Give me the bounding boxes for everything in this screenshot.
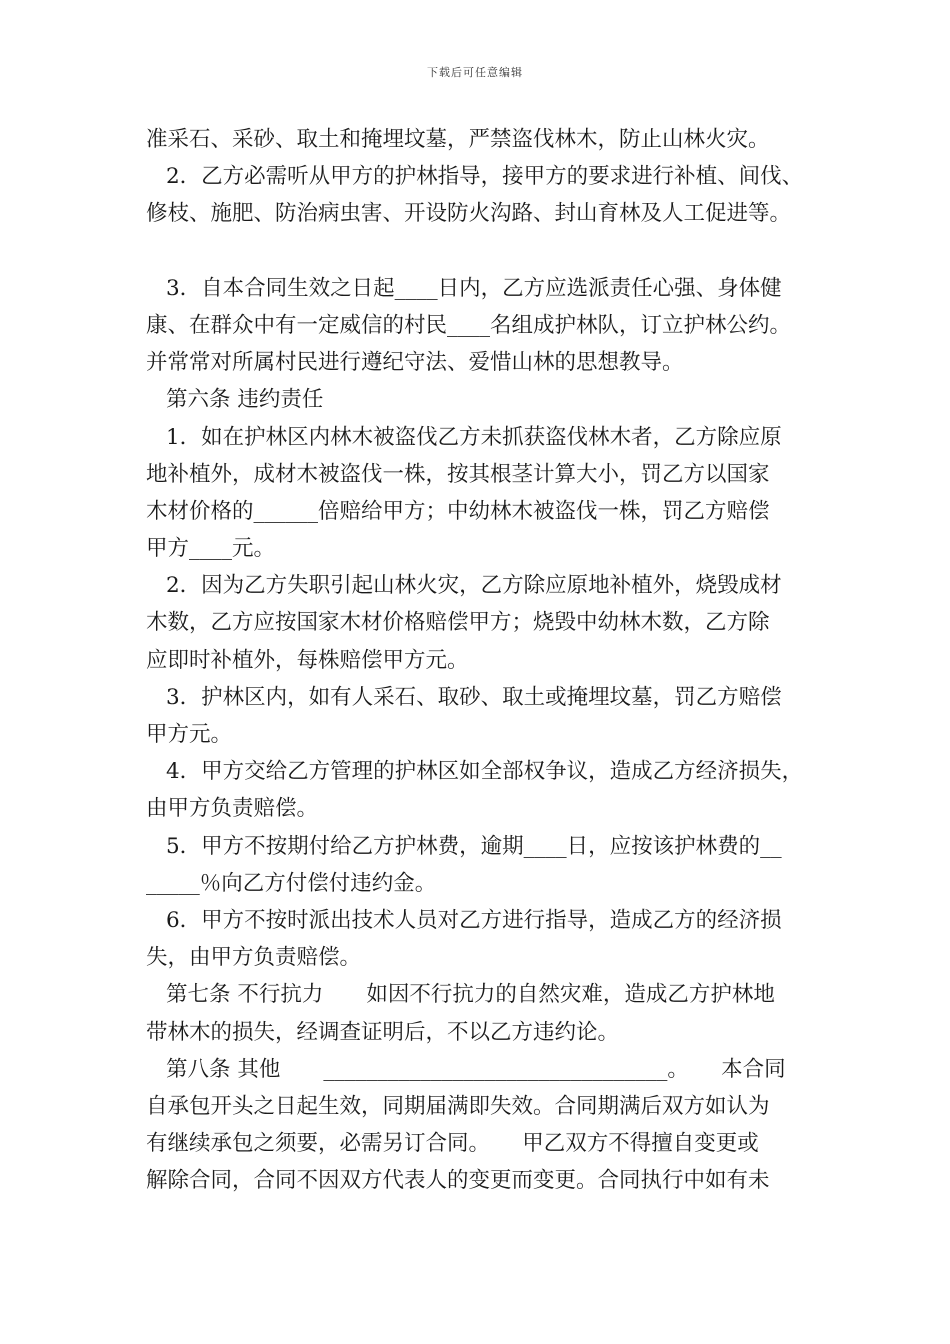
body-line: 带林木的损失，经调查证明后，不以乙方违约论。 [146, 1019, 620, 1045]
section-heading: 第六条 违约责任 [166, 387, 324, 413]
body-line: 解除合同，合同不因双方代表人的变更而变更。合同执行中如有未 [146, 1168, 770, 1194]
body-line: 甲方____元。 [146, 536, 276, 562]
clause-line: 3．护林区内，如有人采石、取砂、取土或掩埋坟墓，罚乙方赔偿 [166, 684, 782, 710]
body-line: 自承包开头之日起生效，同期届满即失效。合同期满后双方如认为 [146, 1093, 770, 1119]
clause-line: 5．甲方不按期付给乙方护林费，逾期____日，应按该护林费的__ [166, 833, 782, 859]
clause-line: 2．乙方必需听从甲方的护林指导，接甲方的要求进行补植、间伐、 [166, 164, 804, 190]
body-line: 木数，乙方应按国家木材价格赔偿甲方；烧毁中幼林木数，乙方除 [146, 610, 770, 636]
section-heading: 第七条 不行抗力 如因不行抗力的自然灾难，造成乙方护林地 [166, 982, 775, 1008]
body-line: 地补植外，成材木被盗伐一株，按其根茎计算大小，罚乙方以国家 [146, 461, 770, 487]
body-line: 修枝、施肥、防治病虫害、开设防火沟路、封山育林及人工促进等。 [146, 201, 792, 227]
clause-line: 6．甲方不按时派出技术人员对乙方进行指导，造成乙方的经济损 [166, 907, 782, 933]
body-line: 准采石、采砂、取土和掩埋坟墓，严禁盗伐林木，防止山林火灾。 [146, 127, 770, 152]
body-line: _____％向乙方付偿付违约金。 [146, 870, 437, 896]
body-line: 康、在群众中有一定威信的村民____名组成护林队，订立护林公约。 [146, 312, 792, 338]
clause-line: 1．如在护林区内林木被盗伐乙方未抓获盗伐林木者，乙方除应原 [166, 424, 782, 450]
body-line: 并常常对所属村民进行遵纪守法、爱惜山林的思想教导。 [146, 350, 684, 376]
body-line: 失，由甲方负责赔偿。 [146, 945, 362, 971]
blank-line [146, 233, 826, 270]
body-line: 由甲方负责赔偿。 [146, 796, 319, 822]
clause-line: 4．甲方交给乙方管理的护林区如全部权争议，造成乙方经济损失， [166, 759, 804, 785]
body-line: 甲方元。 [146, 722, 233, 747]
document-body [146, 121, 826, 1199]
clause-line: 3．自本合同生效之日起____日内，乙方应选派责任心强、身体健 [166, 275, 782, 301]
page-header: 下载后可任意编辑 [427, 66, 523, 79]
section-heading: 第八条 其他 ________________________________。 本合同 [166, 1056, 786, 1082]
body-line: 木材价格的______倍赔给甲方；中幼林木被盗伐一株，罚乙方赔偿 [146, 498, 770, 524]
body-line: 应即时补植外，每株赔偿甲方元。 [146, 647, 469, 673]
clause-line: 2．因为乙方失职引起山林火灾，乙方除应原地补植外，烧毁成材 [166, 573, 782, 599]
body-line: 有继续承包之须要，必需另订合同。 甲乙双方不得擅自变更或 [146, 1131, 759, 1157]
